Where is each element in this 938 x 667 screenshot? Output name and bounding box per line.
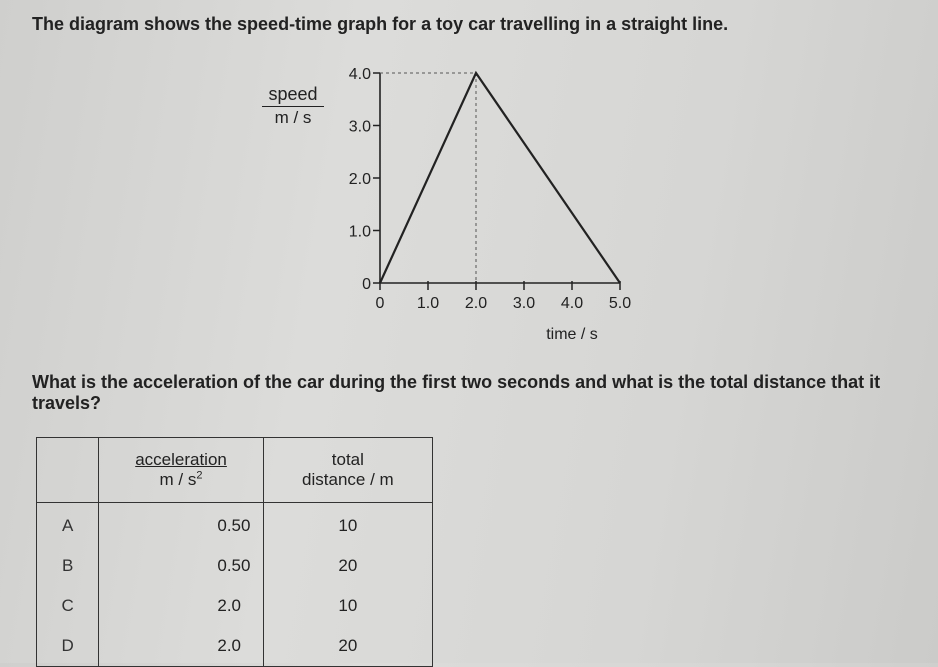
acceleration-header-label: acceleration: [135, 450, 227, 469]
x-tick-label: 2.0: [464, 295, 488, 312]
y-tick-label: 1.0: [348, 223, 371, 241]
table-row-b[interactable]: [37, 546, 433, 586]
answer-table: [36, 437, 433, 667]
table-row-d[interactable]: [37, 626, 433, 667]
table-row-c[interactable]: [37, 586, 433, 626]
table-header-row: [37, 438, 433, 503]
acceleration-header: [99, 438, 263, 503]
distance-header: [263, 438, 432, 503]
letter-header: [37, 438, 99, 503]
intro-text: The diagram shows the speed-time graph for a toy car travelling in a straight line.: [32, 14, 729, 34]
acceleration-value: 2.0: [99, 586, 263, 626]
option-letter: D: [37, 626, 99, 667]
option-letter: A: [37, 503, 99, 547]
y-tick-label: 2.0: [348, 171, 371, 188]
distance-header-line1: total: [331, 450, 364, 469]
x-tick-label: 4.0: [560, 295, 584, 312]
y-axis-unit: m / s: [274, 108, 312, 127]
x-tick-label: 0: [375, 295, 385, 312]
distance-value: 20: [263, 546, 432, 586]
y-tick-label: 0: [362, 276, 371, 293]
distance-header-line2: distance / m: [302, 470, 394, 489]
acceleration-header-unit: m / s: [159, 470, 197, 489]
distance-value: 10: [263, 503, 432, 547]
acceleration-unit-exponent: 2: [196, 469, 203, 482]
x-tick-label: 1.0: [416, 295, 440, 312]
speed-line-series: [380, 73, 620, 283]
acceleration-value: 2.0: [99, 626, 263, 667]
distance-value: 20: [263, 626, 432, 667]
y-tick-label: 4.0: [348, 66, 371, 83]
y-axis-quantity: speed: [262, 84, 324, 107]
question-text: What is the acceleration of the car during the first two seconds and what is the total distance that it travels?: [32, 372, 881, 413]
acceleration-value: 0.50: [99, 503, 263, 547]
x-axis-label: time / s: [546, 326, 598, 343]
y-tick-label: 3.0: [348, 118, 371, 136]
table-row-a[interactable]: [37, 503, 433, 547]
option-letter: B: [37, 546, 99, 586]
distance-value: 10: [263, 586, 432, 626]
option-letter: C: [37, 586, 99, 626]
x-tick-label: 5.0: [608, 295, 632, 312]
x-tick-label: 3.0: [512, 295, 536, 312]
acceleration-value: 0.50: [99, 546, 263, 586]
